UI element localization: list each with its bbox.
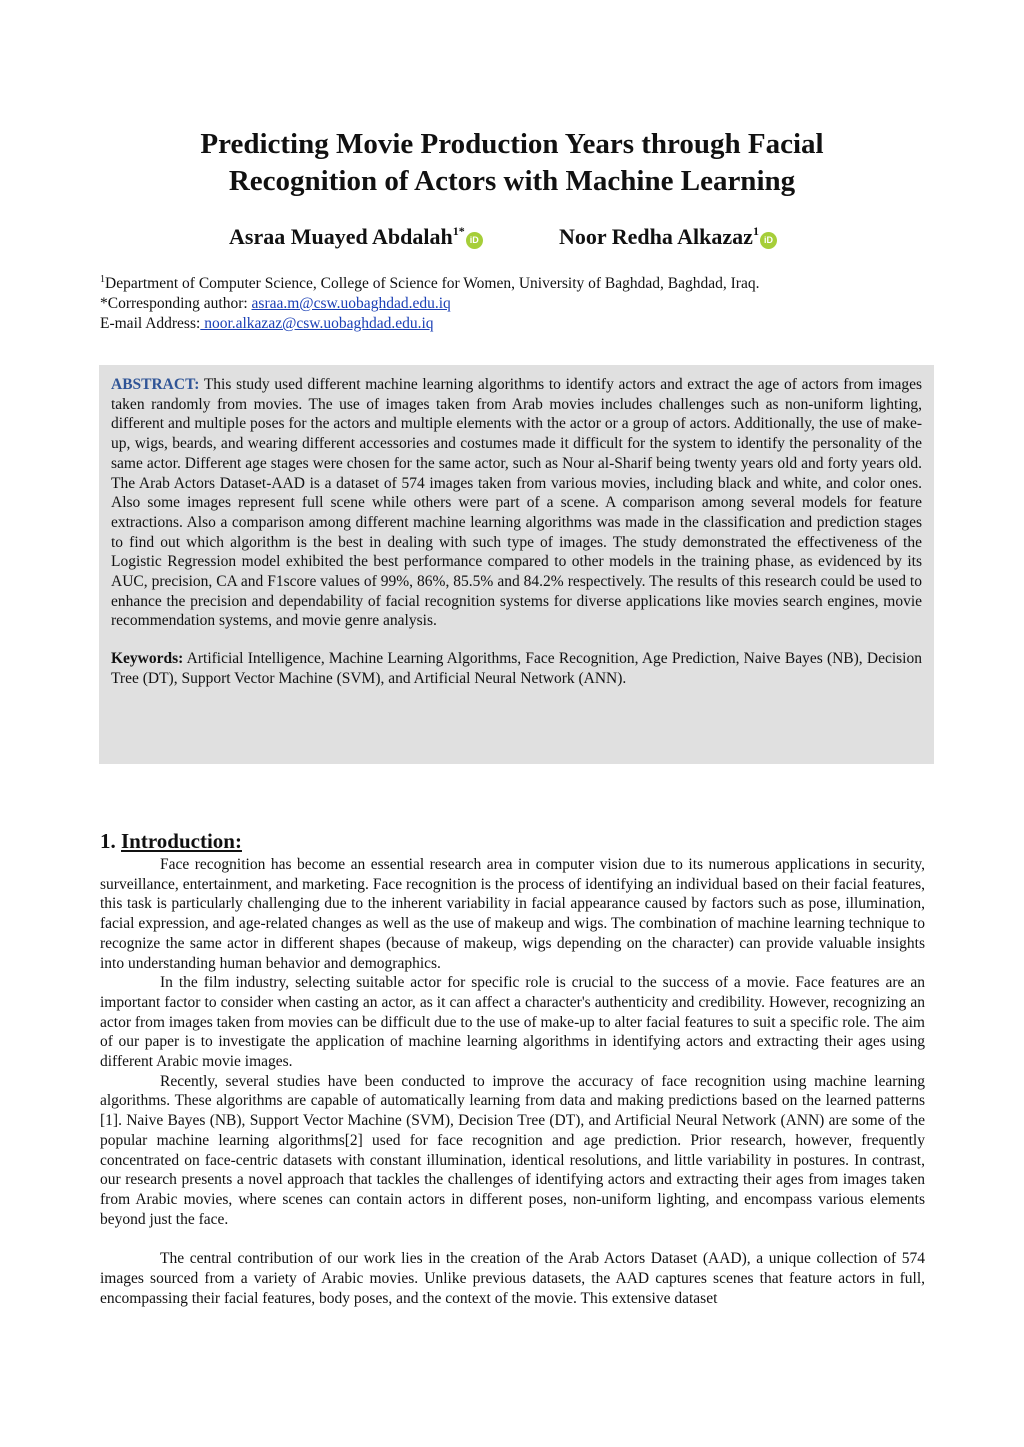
- paper-title: [100, 126, 924, 200]
- department-line: [100, 270, 930, 294]
- introduction-body: [100, 855, 925, 1308]
- author-1-name: Asraa Muayed Abdalah: [229, 224, 453, 249]
- orcid-icon[interactable]: iD: [466, 232, 483, 249]
- intro-paragraph-4: The central contribution of our work lies in the creation of the Arab Actors Dataset (AAD), a unique collection of 574 images sourced from a variety of Arabic movies. Unlike previous datasets, the AAD captures scenes that feature actors in full, encompassing their facial features, body poses, and the context of the movie. This extensive dataset: [100, 1250, 925, 1307]
- paper-title-line-1: Predicting Movie Production Years through Facial: [200, 128, 824, 160]
- keywords-paragraph: [111, 649, 922, 688]
- author-2-affiliation-mark: 1: [752, 224, 759, 238]
- corresponding-email-link[interactable]: asraa.m@csw.uobaghdad.edu.iq: [251, 295, 451, 312]
- keywords-text: Artificial Intelligence, Machine Learning Algorithms, Face Recognition, Age Prediction, Naive Bayes (NB), Decision Tree (DT), Support Vector Machine (SVM), and Artificial Neural Network (ANN).: [111, 650, 922, 687]
- section-number: 1.: [100, 829, 121, 853]
- abstract-label: ABSTRACT:: [111, 376, 200, 393]
- corresponding-label: *Corresponding author:: [100, 295, 252, 312]
- paper-title-line-2: Recognition of Actors with Machine Learning: [228, 165, 796, 197]
- keywords-label: Keywords:: [111, 650, 184, 668]
- email-link[interactable]: noor.alkazaz@csw.uobaghdad.edu.iq: [200, 315, 434, 332]
- author-2-name: Noor Redha Alkazaz: [559, 224, 753, 249]
- orcid-icon[interactable]: iD: [760, 232, 777, 249]
- intro-paragraph-1: Face recognition has become an essential research area in computer vision due to its numerous applications in security, surveillance, entertainment, and marketing. Face recognition is the process of identifying an individual based on their facial features, this task is particularly challenging due to the inherent variability in facial appearance caused by factors such as pose, illumination, facial expression, and age-related changes as well as the use of makeup and wigs. The combination of machine learning technique to recognize the same actor in different shapes (because of makeup, wigs depending on the character) can provide valuable insights into understanding human behavior and demographics.: [100, 856, 925, 972]
- section-heading-introduction: [100, 828, 242, 854]
- abstract-box: [99, 365, 934, 764]
- email-line: [100, 314, 930, 334]
- department-mark: 1: [100, 274, 105, 285]
- affiliation-block: [100, 270, 930, 334]
- intro-paragraph-2: In the film industry, selecting suitable actor for specific role is crucial to the success of a movie. Face features are an important factor to consider when casting an actor, as it can affect a character's authenticity and credibility. However, recognizing an actor from images taken from movies can be difficult due to the use of make-up to alter facial features to suit a specific role. The aim of our paper is to investigate the application of machine learning algorithms in identifying actors and extracting their ages using different Arabic movie images.: [100, 974, 925, 1071]
- corresponding-author-line: [100, 294, 930, 314]
- author-list: [0, 224, 1024, 254]
- abstract-paragraph: [111, 375, 922, 631]
- department-text: Department of Computer Science, College of Science for Women, University of Baghdad, Baghdad, Iraq.: [105, 275, 760, 292]
- author-1-affiliation-mark: 1*: [452, 224, 465, 238]
- abstract-text: This study used different machine learning algorithms to identify actors and extract the age of actors from images taken randomly from movies. The use of images taken from Arab movies includes challenges such as non-uniform lighting, different and multiple poses for the actors and multiple elements with the actor or a group of actors. Additionally, the use of make-up, wigs, beards, and wearing different accessories and costumes made it difficult for the system to identify the personality of the same actor. Different age stages were chosen for the same actor, such as Nour al-Sharif being twenty years old and forty years old. The Arab Actors Dataset-AAD is a dataset of 574 images taken from various movies, including black and white, and color ones. Also some images represent full scene while others were part of a scene. A comparison among several models for feature extractions. Also a comparison among different machine learning algorithms was made in the classification and prediction stages to find out which algorithm is the best in dealing with such type of images. The study demonstrated the effectiveness of the Logistic Regression model exhibited the best performance compared to other models in the training phase, as evidenced by its AUC, precision, CA and F1score values of 99%, 86%, 85.5% and 84.2% respectively. The results of this research could be used to enhance the precision and dependability of facial recognition systems for diverse applications like movies search engines, movie recommendation systems, and movie genre analysis.: [111, 376, 922, 630]
- email-label: E-mail Address:: [100, 315, 201, 332]
- section-title: Introduction:: [121, 829, 242, 853]
- author-1: [229, 224, 483, 250]
- author-2: [559, 224, 777, 250]
- intro-paragraph-3: Recently, several studies have been conducted to improve the accuracy of face recognition using machine learning algorithms. These algorithms are capable of automatically learning from data and making predictions based on the learned patterns [1]. Naive Bayes (NB), Support Vector Machine (SVM), Decision Tree (DT), and Artificial Neural Network (ANN) are some of the popular machine learning algorithms[2] used for face recognition and age prediction. Prior research, however, frequently concentrated on face-centric datasets with constant illumination, identical resolutions, and little variability in postures. In contrast, our research presents a novel approach that tackles the challenges of identifying actors and extracting their ages from images taken from Arabic movies, where scenes can contain actors in different poses, non-uniform lighting, and encompass various elements beyond just the face.: [100, 1072, 925, 1228]
